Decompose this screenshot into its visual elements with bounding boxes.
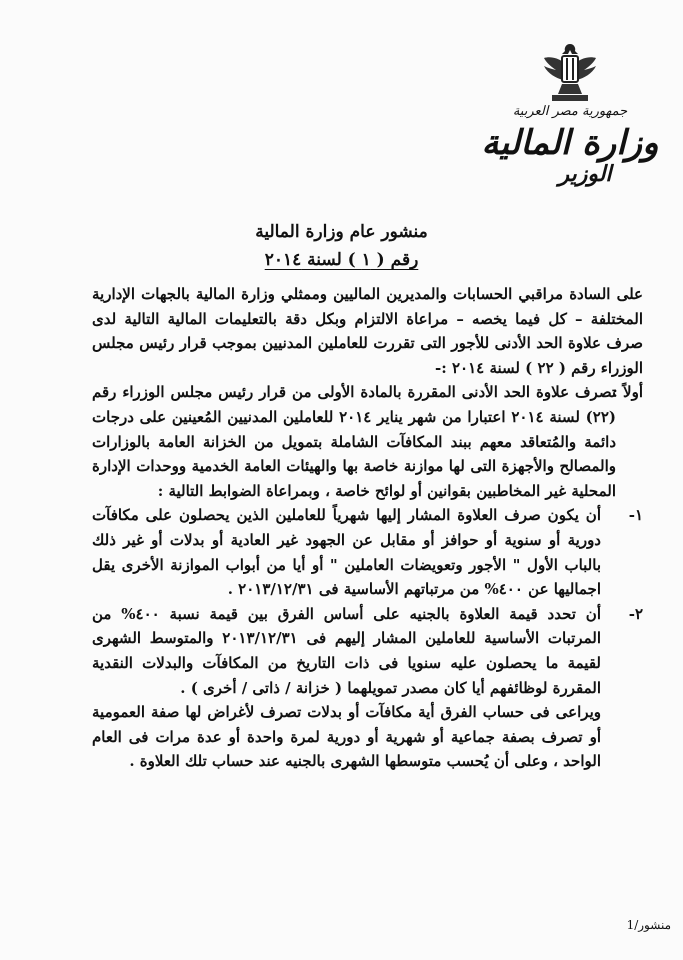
page-footer: منشور/1 bbox=[626, 918, 671, 932]
rule-item bbox=[92, 602, 643, 774]
intro-paragraph: على السادة مراقبي الحسابات والمديرين الماليين وممثلي وزارة المالية بالجهات الإدارية المختلفة – كل فيما يخصه – مراعاة الالتزام وبكل دقة بالتعليمات المالية التالية لدى صرف علاوة الحد الأدنى للأجور التى تقررت للعاملين المدنيين بموجب قرار رئيس مجلس الوزراء رقم ( ٢٢ ) لسنة ٢٠١٤ :- bbox=[92, 285, 643, 377]
document-title: منشور عام وزارة المالية bbox=[255, 222, 428, 242]
clause-marker: أولاً : bbox=[612, 383, 643, 402]
rule-marker: ١- bbox=[628, 506, 643, 525]
document-number bbox=[0, 250, 683, 270]
eagle-emblem-icon bbox=[538, 40, 602, 106]
document-number-text: رقم ( ١ ) لسنة ٢٠١٤ bbox=[264, 250, 419, 270]
clause-text: تصرف علاوة الحد الأدنى المقررة بالمادة الأولى من قرار رئيس مجلس الوزراء رقم (٢٢) لسنة ٢٠١٤ اعتبارا من شهر يناير ٢٠١٤ للعاملين المدنيين المُعينين على درجات دائمة والمُتعاقد معهم ببند المكافآت الشاملة بتمويل من الخزانة العامة بالوزارات والمصالح والأجهزة التى لها موازنة خاصة بها والهيئات العامة الخدمية ووحدات الإدارة المحلية غير المخاطبين بقوانين أو لوائح خاصة ، وبمراعاة الضوابط التالية : bbox=[92, 383, 616, 500]
rule-note: ويراعى فى حساب الفرق أية مكافآت أو بدلات تصرف لأغراض لها صفة العمومية أو تصرف بصفة جماعية أو شهرية أو دورية لمرة واحدة أو عدة مرات فى العام الواحد ، وعلى أن يُحسب متوسطها الشهرى بالجنيه عند حساب تلك العلاوة . bbox=[92, 703, 601, 771]
document-body bbox=[92, 282, 643, 774]
rule-marker: ٢- bbox=[628, 604, 643, 623]
office-name: الوزير bbox=[558, 161, 612, 187]
rule-text: أن يكون صرف العلاوة المشار إليها شهرياً للعاملين الذين يحصلون على مكافآت دورية أو سنوية أو حوافز أو مقابل عن الجهود غير العادية أو بدلات أو غير ذلك بالباب الأول " الأجور وتعويضات العاملين " أو أيا من أبواب الموازنة الأخرى يقل اجماليها عن ٤٠٠% من مرتباتهم الأساسية فى ٢٠١٣/١٢/٣١ . bbox=[92, 506, 601, 599]
letterhead bbox=[475, 40, 665, 187]
ministry-name: وزارة المالية bbox=[481, 123, 659, 163]
clause-first bbox=[92, 380, 643, 503]
rule-item bbox=[92, 503, 643, 601]
country-name: جمهورية مصر العربية bbox=[512, 104, 628, 119]
rule-text: أن تحدد قيمة العلاوة بالجنيه على أساس الفرق بين قيمة نسبة ٤٠٠% من المرتبات الأساسية للعاملين المشار إليهم فى ٢٠١٣/١٢/٣١ والمتوسط الشهرى لقيمة ما يحصلون عليه سنويا فى ذات التاريخ من المكافآت والبدلات النقدية المقررة لوظائفهم أيا كان مصدر تمويلهما ( خزانة / ذاتى / أخرى ) . bbox=[92, 604, 601, 697]
